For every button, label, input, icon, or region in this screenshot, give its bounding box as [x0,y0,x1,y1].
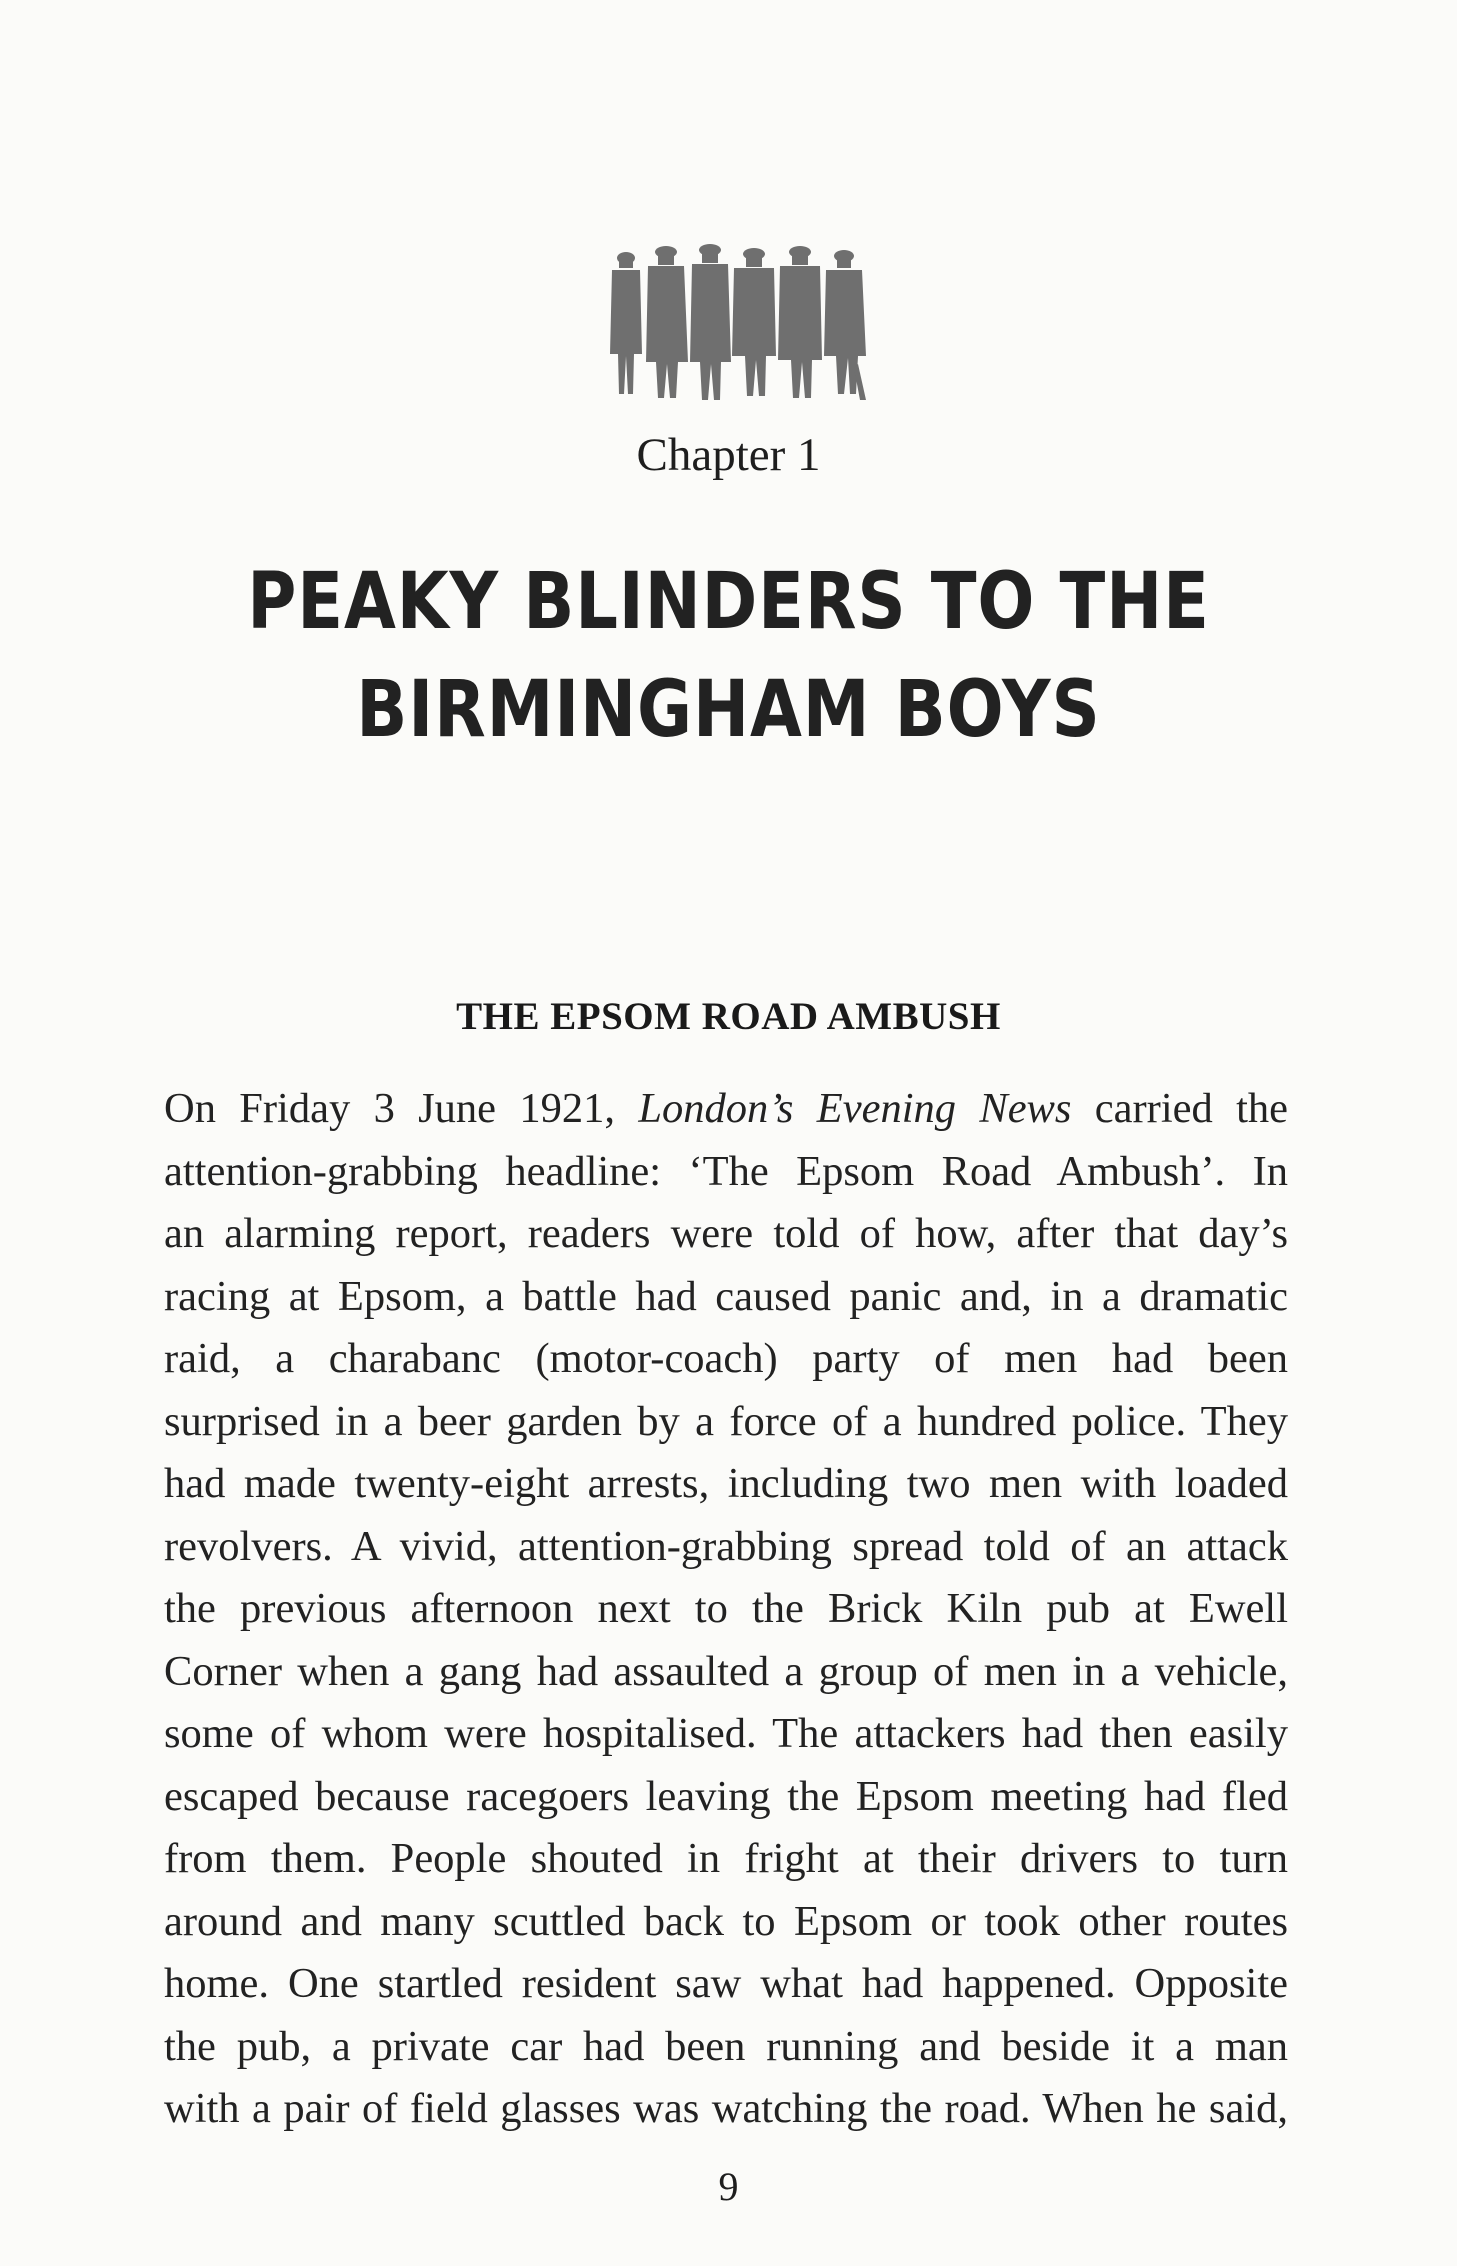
body-line-2: attention-grabbing headline: ‘The Epsom Road Ambush’. In [164,1147,1288,1195]
body-line-14: around and many scuttled back to Epsom or took other routes [164,1897,1288,1945]
body-line-16: the pub, a private car had been running and beside it a man [164,2022,1288,2070]
body-line-5: raid, a charabanc (motor-coach) party of men had been [164,1335,1288,1382]
chapter-title-line-1: PEAKY BLINDERS TO THE [247,557,1210,647]
body-line-1-post: carried the [1071,1085,1288,1132]
body-line-12: escaped because racegoers leaving the Epsom meeting had fled [164,1772,1288,1820]
page-number: 9 [718,2164,739,2209]
body-line-13: from them. People shouted in fright at their drivers to turn [164,1835,1288,1882]
chapter-title [102,548,1355,764]
italic-newspaper-title: London’s Evening News [638,1085,1072,1132]
body-line-1-pre: On Friday 3 June 1921, [164,1085,639,1132]
body-line-6: surprised in a beer garden by a force of a hundred police. They [164,1397,1288,1445]
body-paragraph [164,1078,1288,2141]
body-line-3: an alarming report, readers were told of how, after that day’s [164,1210,1288,1257]
body-line-17: with a pair of field glasses was watching the road. When he said, [164,2085,1288,2132]
body-line-7: had made twenty-eight arrests, including two men with loaded [164,1460,1288,1507]
body-line-11: some of whom were hospitalised. The attackers had then easily [164,1710,1288,1757]
chapter-title-line-2: BIRMINGHAM BOYS [356,665,1101,755]
body-line-8: revolvers. A vivid, attention-grabbing spread told of an attack [164,1522,1288,1570]
chapter-label: Chapter 1 [636,429,821,481]
body-line-1 [164,1078,1288,1141]
gang-silhouette-emblem [604,244,870,404]
section-heading: THE EPSOM ROAD AMBUSH [456,995,1001,1038]
body-line-10: Corner when a gang had assaulted a group of men in a vehicle, [164,1647,1288,1695]
body-line-15: home. One startled resident saw what had happened. Opposite [164,1960,1288,2007]
body-line-4: racing at Epsom, a battle had caused panic and, in a dramatic [164,1272,1288,1320]
body-line-9: the previous afternoon next to the Brick Kiln pub at Ewell [164,1585,1288,1632]
